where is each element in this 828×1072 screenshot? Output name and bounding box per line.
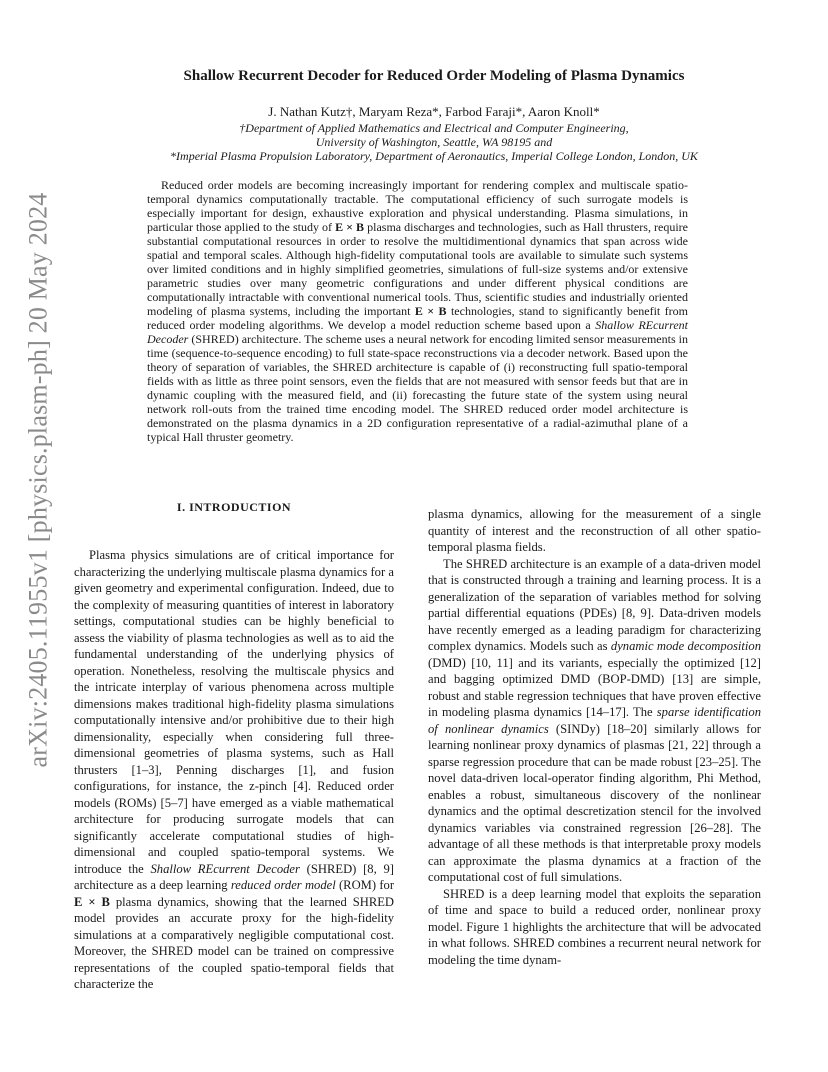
intro-rom-name: reduced order model [230,878,336,892]
arxiv-identifier-stamp [20,192,56,768]
intro-text-b: (SHRED) [8, 9] architecture as a deep learning [74,861,394,892]
affiliation-line-1: †Department of Applied Mathematics and Electrical and Computer Engineering, [239,121,629,135]
para2-text-b: (DMD) [10, 11] and its variants, especially the optimized [12] and bagging optimized DMD (BOP-DMD) [13] are simple, robust and stable regression techniques that have proven effective in modeling plasma dynamics [14–17]. The [428,655,761,719]
intro-text-d: plasma dynamics, showing that the learned SHRED model provides an accurate proxy for the high-fidelity simulations at a comparatively negligible computational cost. Moreover, the SHRED model can be trained on compressive representations of the coupled spatio-temporal fields that characterize the [74,894,395,991]
abstract-exb-1: E × B [335,220,365,234]
left-column [74,547,394,993]
intro-shred-name: Shallow REcurrent Decoder [150,861,300,876]
affiliation-line-2: University of Washington, Seattle, WA 98195 and [315,135,553,149]
intro-paragraph-2 [428,556,761,886]
intro-paragraph-3: SHRED is a deep learning model that exploits the separation of time and space to build a reduced order, nonlinear proxy model. Figure 1 highlights the architecture that will be advocated in what follows. SHRED combines a recurrent neural network for modeling the time dynam- [428,886,761,967]
arxiv-id-text: arXiv:2405.11955v1 [physics.plasm-ph] 20 May 2024 [23,192,52,768]
sindy-term: sparse identification of nonlinear dynamics [428,705,761,736]
abstract-shred-name: Shallow REcurrent Decoder [147,318,688,346]
abstract-text-2: plasma discharges and technologies, such as Hall thrusters, require substantial computational resources in order to resolve the multidimentional dynamics that span across wide spatial and temporal scales. Although high-fidelity computational tools are available to simulate such systems over limited conditions and in highly simplified geometries, simulations of full-size systems and/or extensive parametric studies over many geometric configurations and under different physical conditions are computationally intractable with conventional numerical tools. Thus, scientific studies and industrially oriented modeling of plasma systems, including the important [147,220,688,318]
abstract-text-1: Reduced order models are becoming increasingly important for rendering complex and multiscale spatio-temporal dynamics computationally tractable. The computational efficiency of such surrogate models is especially important for design, exhaustive exploration and physical understanding. Plasma simulations, in particular those applied to the study of [147,178,688,234]
dmd-term: dynamic mode decomposition [610,639,761,653]
section-heading-introduction: I. INTRODUCTION [176,500,292,514]
abstract-text-4: (SHRED) architecture. The scheme uses a neural network for encoding limited sensor measurements in time (sequence-to-sequence encoding) to full state-space reconstructions via a decoder network. Based upon the theory of separation of variables, the SHRED architecture is capable of (i) reconstructing full spatio-temporal fields with as little as three point sensors, even the fields that are not measured with sensor feeds but that are in dynamic coupling with the measured field, and (ii) forecasting the future state of the system using neural network roll-outs from the trained time encoding model. The SHRED reduced order model architecture is demonstrated on the plasma dynamics in a 2D configuration representative of a radial-azimuthal plane of a typical Hall thruster geometry. [147,332,688,444]
para2-text-c: (SINDy) [18–20] similarly allows for learning nonlinear proxy dynamics of plasmas [21, 22] through a sparse regression procedure that can be made robust [23–25]. The novel data-driven local-operator finding algorithm, Phi Method, enables a robust, simultaneous discovery of the nonlinear dynamics and the optimal descretization stencil for the involved dynamics variables via constrained regression [26–28]. The advantage of all these methods is that interpretable proxy models can approximate the plasma dynamics at a fraction of the computational cost of full simulations. [428,721,761,884]
abstract [147,178,688,444]
intro-text-a: Plasma physics simulations are of critical importance for characterizing the underlying multiscale plasma dynamics for a given geometry and experimental configuration. Indeed, due to the complexity of measuring quantities of interest in laboratory settings, computational studies can be highly beneficial to assess the viability of plasma technologies as well as to aid the fundamental understanding of the underlying physics of operation. Nonetheless, resolving the multiscale physics and the intricate interplay of various phenomena across multiple dimensions makes traditional high-fidelity plasma simulations computationally intensive and/or prohibitive due to their high dimensionality, especially when considering full three-dimensional geometries of plasma systems, such as Hall thrusters [1–3], Penning discharges [1], and fusion configurations, for instance, the z-pinch [4]. Reduced order models (ROMs) [5–7] have emerged as a viable mathematical architecture for producing surrogate models that can significantly accelerate computational studies of high-dimensional and coupled spatio-temporal systems. We introduce the [74,548,394,876]
intro-paragraph-1 [74,547,394,993]
para2-text-a: The SHRED architecture is an example of a data-driven model that is constructed through a training and learning process. It is a generalization of the separation of variables method for solving partial differential equations (PDEs) [8, 9]. Data-driven models have recently emerged as a leading paradigm for characterizing complex dynamics. Models such as [428,556,761,653]
intro-exb: E × B [74,894,110,909]
paper-title: Shallow Recurrent Decoder for Reduced Order Modeling of Plasma Dynamics [183,68,685,84]
intro-text-c: (ROM) for [335,878,395,892]
abstract-exb-2: E × B [414,304,447,318]
author-list: J. Nathan Kutz†, Maryam Reza*, Farbod Faraji*, Aaron Knoll* [268,104,600,119]
affiliation-line-3: *Imperial Plasma Propulsion Laboratory, Department of Aeronautics, Imperial College London, London, UK [170,149,698,163]
abstract-text-3: technologies, stand to significantly benefit from reduced order modeling algorithms. We develop a model reduction scheme based upon a [147,304,688,332]
intro-paragraph-1-continued: plasma dynamics, allowing for the measurement of a single quantity of interest and the reconstruction of all other spatio-temporal plasma fields. [428,507,761,554]
right-column [428,506,761,968]
